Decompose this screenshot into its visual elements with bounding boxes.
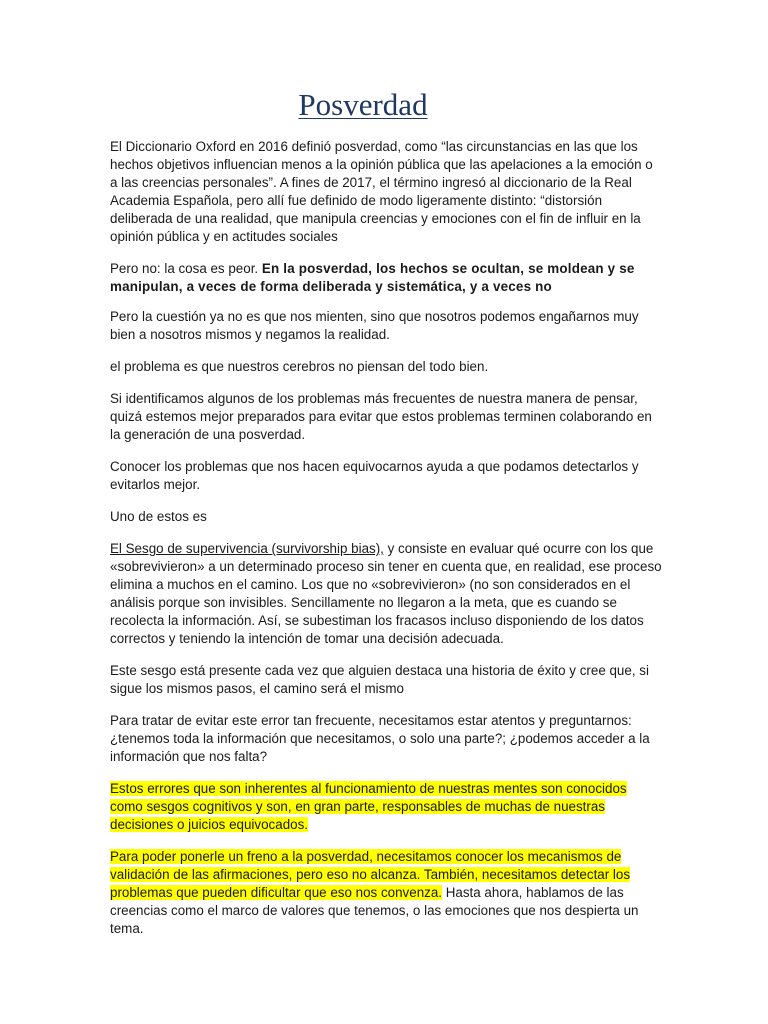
stop-posverdad-rest: Hasta ahora, hablamos de las creencias como el marco de valores que tenemos, o las emociones que nos despierta un tema. (110, 885, 639, 936)
paragraph-success-story: Este sesgo está presente cada vez que alguien destaca una historia de éxito y cree que, si sigue los mismos pasos, el camino será el mismo (110, 663, 649, 696)
document-body (110, 138, 662, 952)
paragraph-cognitive-biases (110, 780, 662, 834)
paragraph-one-of-these: Uno de estos es (110, 509, 207, 524)
paragraph-stop-posverdad (110, 848, 662, 938)
highlighted-stop-posverdad: Para poder ponerle un freno a la posverdad, necesitamos conocer los mecanismos de validación de las afirmaciones, pero eso no alcanza. También, necesitamos detectar los problemas que pueden dificultar que eso nos convenza. (110, 849, 631, 900)
survivorship-bias-link[interactable]: El Sesgo de supervivencia (survivorship bias), (110, 541, 384, 556)
paragraph-worse-bold: En la posverdad, los hechos se ocultan, se moldean y se manipulan, a veces de forma deliberada y sistemática, y a veces no (110, 261, 635, 294)
paragraph-worse (110, 260, 662, 296)
paragraph-brains: el problema es que nuestros cerebros no piensan del todo bien. (110, 359, 489, 374)
survivorship-bias-description: y consiste en evaluar qué ocurre con los que «sobrevivieron» a un determinado proceso sin tener en cuenta que, en realidad, ese proceso elimina a muchos en el camino. Los que no «sobrevivieron» (no son considerados en el análisis porque son invisibles. Sencillamente no llegaron a la meta, que es cuando se recolecta la información. Así, se subestiman los fracasos incluso disponiendo de los datos correctos y teniendo la intención de tomar una decisión adecuada. (110, 541, 662, 646)
document-title: Posverdad (298, 87, 428, 122)
highlighted-cognitive-biases: Estos errores que son inherentes al funcionamiento de nuestras mentes son conocidos como sesgos cognitivos y son, en gran parte, responsables de muchas de nuestras decisiones o juicios equivocados. (110, 781, 627, 832)
paragraph-survivorship-bias (110, 540, 662, 648)
paragraph-self-deception: Pero la cuestión ya no es que nos mienten, sino que nosotros podemos engañarnos muy bien a nosotros mismos y negamos la realidad. (110, 309, 639, 342)
paragraph-identify-problems: Si identificamos algunos de los problemas más frecuentes de nuestra manera de pensar, quizá estemos mejor preparados para evitar que estos problemas terminen colaborando en la generación de una posverdad. (110, 391, 652, 442)
paragraph-oxford-definition: El Diccionario Oxford en 2016 definió posverdad, como “las circunstancias en las que los hechos objetivos influencian menos a la opinión pública que las apelaciones a la emoción o a las creencias personales”. A fines de 2017, el término ingresó al diccionario de la Real Academia Española, pero allí fue definido de modo ligeramente distinto: “distorsión deliberada de una realidad, que manipula creencias y emociones con el fin de influir en la opinión pública y en actitudes sociales (110, 139, 653, 244)
paragraph-avoid-error: Para tratar de evitar este error tan frecuente, necesitamos estar atentos y preguntarnos: ¿tenemos toda la información que necesitamos, o solo una parte?; ¿podemos acceder a la información que nos falta? (110, 713, 650, 764)
paragraph-worse-intro: Pero no: la cosa es peor. (110, 261, 262, 276)
paragraph-know-problems: Conocer los problemas que nos hacen equivocarnos ayuda a que podamos detectarlos y evitarlos mejor. (110, 459, 639, 492)
